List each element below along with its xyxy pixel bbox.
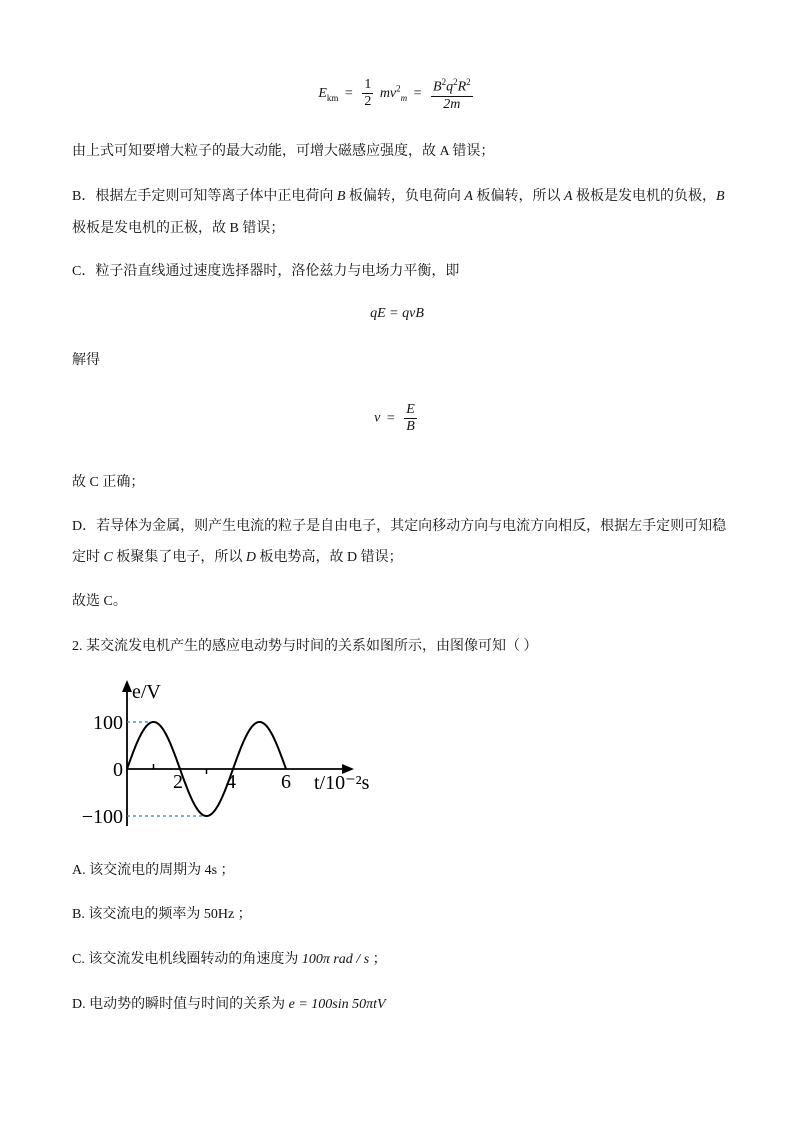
y-tick-label-1: 0 (113, 759, 123, 781)
y-axis-arrow (122, 680, 132, 692)
ekm-symbol: $E_{km}$ (318, 85, 339, 103)
question-2: 2. 某交流发电机产生的感应电动势与时间的关系如图所示，由图像可知（ ） (72, 639, 538, 654)
x-tick-label-4: 4 (226, 771, 236, 793)
option-b: B. 该交流电的频率为 50Hz ； (72, 907, 252, 922)
text-line-4: C．粒子沿直线通过速度选择器时，洛伦兹力与电场力平衡，即 (72, 264, 460, 279)
text-line-2: B．根据左手定则可知等离子体中正电荷向 B 板偏转，负电荷向 A 板偏转，所以 A 极板是发电机的负极，B (72, 189, 725, 204)
x-axis-label: t/10⁻²s (314, 772, 370, 794)
equation-qe-qvb: qE = qvB (370, 306, 424, 321)
equation-v: v = $\frac{E}{B}$ (374, 402, 415, 434)
emf-time-graph (80, 676, 390, 841)
y-axis-label: e/V (132, 681, 161, 703)
fraction-half: $\frac{1}{2}$ (364, 76, 372, 109)
y-tick-label-0: 100 (93, 712, 123, 734)
text-line-8: 定时 C 板聚集了电子，所以 D 板电势高，故 D 错误； (72, 550, 403, 565)
y-tick-label-2: −100 (81, 806, 123, 828)
text-line-9: 故选 C。 (72, 594, 127, 609)
text-line-6: 故 C 正确； (72, 475, 145, 490)
formula-ekm: $E_{km}$ = $\frac{1}{2}$ $mv^2_m$ = $\frac{B^2q^2R^2}{2m}$ (0, 74, 794, 113)
option-c: C. 该交流发电机线圈转动的角速度为 100π rad / s ； (72, 952, 387, 967)
text-line-5: 解得 (72, 353, 100, 368)
text-line-7: D．若导体为金属，则产生电流的粒子是自由电子，其定向移动方向与电流方向相反，根据左手定则可知稳 (72, 519, 727, 534)
fraction-bqr: $\frac{B^2q^2R^2}{2m}$ (431, 74, 473, 113)
option-d: D. 电动势的瞬时值与时间的关系为 e = 100sin 50πtV (72, 997, 386, 1012)
x-tick-label-2: 2 (173, 771, 183, 793)
option-a: A. 该交流电的周期为 4s ； (72, 863, 235, 878)
x-tick-label-6: 6 (281, 771, 291, 793)
text-line-1: 由上式可知要增大粒子的最大动能，可增大磁感应强度，故 A 错误； (72, 144, 495, 159)
text-line-3: 极板是发电机的正极，故 B 错误； (72, 221, 285, 236)
mv-term: $mv^2_m$ (379, 82, 408, 103)
